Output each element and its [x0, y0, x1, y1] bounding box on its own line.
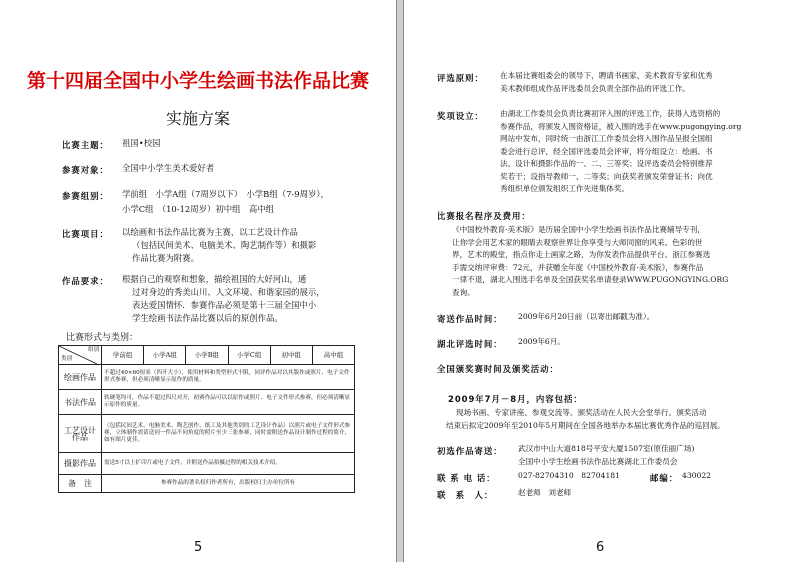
phone-value: 027-82704310 82704181	[518, 471, 620, 480]
book-gutter	[396, 0, 404, 562]
text-line: 武汉市中山大道818号平安大厦1507室(原佳丽广场)	[518, 444, 695, 453]
group-value: 学前组 小学A组（7周岁以下） 小学B组（7-9周岁），	[122, 189, 329, 199]
address-text	[518, 443, 694, 468]
page-number-right: 6	[596, 540, 605, 555]
phone-label: 联 系 电 话：	[437, 473, 496, 483]
text-line: 美术教师组成作品评选委员会负责全部作品的评选工作。	[500, 83, 690, 93]
text-line: 在本届比赛组委会的领导下，聘请书画家、美术教育专家和优秀	[500, 71, 713, 80]
text-line: 全国中小学生绘画书法作品比赛湖北工作委员会	[518, 456, 678, 466]
text-line: 查询。	[452, 287, 475, 297]
page-number-left: 5	[194, 540, 203, 555]
fee-text	[452, 224, 772, 299]
text-line: 奖若干；设指导教师一、二等奖；向获奖者颁发荣誉证书；向优	[500, 171, 713, 181]
group-header-cell: 高中组	[323, 350, 344, 359]
corner-top-label: 组别	[87, 347, 99, 353]
project-value-line2: （包括民间美术、电脑美术、陶艺制作等）和摄影	[132, 240, 317, 250]
project-value-line3: 作品比赛为附赛。	[132, 253, 199, 263]
requirement-value-line3: 表达爱国情怀．参赛作品必须是第十三届全国中小	[132, 300, 317, 310]
table-row-key: 书法作品	[59, 390, 102, 415]
evaluation-principle-text	[500, 70, 790, 95]
event-text	[446, 407, 776, 432]
table-header-row	[59, 346, 355, 365]
table-row-value: 不超过40×60厘米（四开大小），使用材料和类型形式不限，同评作品对以其版作或照片、电子文件形式参赛，但必须清晰显示原作的质量。	[102, 365, 355, 390]
text-line: 由湖北工作委员会负责比赛初评入围的评选工作，获得入选资格的	[500, 109, 721, 118]
table-row-key: 绘画作品	[59, 365, 102, 390]
text-line: 界，艺术的殿堂，指点你走上画家之路，为你发表作品提供平台。浙江参赛选	[452, 250, 711, 259]
theme-value: 祖国•校园	[122, 138, 161, 148]
table-corner-cell	[59, 346, 102, 365]
deadline-value: 2009年6月20日前（以寄出邮戳为准）。	[518, 312, 655, 321]
hubei-eval-value: 2009年6月。	[518, 337, 565, 346]
group-label: 参赛组别：	[62, 191, 109, 201]
contact-value: 赵老师 刘老师	[518, 488, 572, 497]
text-line: 法、设计和摄影作品的一、二、三等奖；设评选委员会特别推荐	[500, 159, 713, 168]
table-row-value: 参赛作品的著名权归作者所有，出版权归主办单位所有	[102, 475, 355, 493]
zip-value: 430022	[682, 471, 711, 480]
requirement-value-line4: 学生绘画书法作品比赛以后的原创作品。	[132, 313, 283, 323]
table-row	[59, 475, 355, 493]
evaluation-principle-label: 评选原则：	[437, 73, 484, 83]
table-row	[59, 415, 355, 453]
groups-header	[102, 346, 355, 365]
text-line: 手需交纳评审费：72元，并获赠全年度《中国校外教育·美术版》，参赛作品	[452, 262, 704, 272]
text-line: 网站中发布，同时统一由浙江工作委员会将入围作品呈报全国组	[500, 134, 713, 143]
text-line: 现场书画、专家讲座、参观交流等。颁奖活动在人民大会堂举行。颁奖活动	[456, 408, 707, 417]
group-header-cell: 小学A组	[144, 346, 186, 364]
table-row-value: 软硬笔均可，作品不超过四尺对开，初赛作品可以以原作或照片、电子文件形式参赛，但必须清晰显示原作的质量。	[102, 390, 355, 415]
group-header-cell: 小学B组	[186, 346, 228, 364]
awards-label: 奖项设立：	[437, 111, 484, 121]
left-page	[0, 0, 396, 562]
zip-label: 邮编：	[650, 473, 679, 483]
requirement-value-line2: 过对身边的秀美山川、人文环境、和谐家园的展示，	[132, 287, 325, 297]
awards-text	[500, 108, 790, 196]
group-header-cell: 小学C组	[229, 346, 271, 364]
text-line: 一律不退，湖北入围选手名单及全国获奖名单请登录WWW.PUGONGYING.ORG	[452, 275, 729, 284]
project-value: 以绘画和书法作品比赛为主赛，以工艺设计作品	[122, 227, 298, 237]
text-line: 参赛作品，将颁发入围资格证，被入围的选手在www.pugongying.org	[500, 121, 742, 131]
table-row-key: 工艺设计作品	[59, 415, 102, 453]
text-line: 《中国校外教育·美术版》是历届全国中小学生绘画书法作品比赛辅导专刊，	[452, 225, 706, 234]
project-label: 比赛项目：	[62, 229, 109, 239]
table-row-key: 备 注	[59, 475, 102, 493]
text-line: 秀组织单位颁发组织工作先进集体奖。	[500, 184, 630, 193]
fee-heading: 比赛报名程序及费用：	[437, 211, 531, 221]
group-header-cell: 学前组	[102, 346, 144, 364]
text-line: 让你学会用艺术家的眼睛去观察世界让你享受与大师同窗的风采。色彩的世	[452, 237, 703, 247]
table-row-value: （包括民间艺术、电脑美术、陶艺创作、纸工及其他类别的工艺设计作品）以照片或电子文件形式参赛，立体制作需请送同一件品不同角度的照片至少三张参赛，同时需附送作品设计制作过程的简介，如有图片更佳。	[102, 415, 355, 453]
target-label: 参赛对象：	[62, 165, 109, 175]
requirement-value: 根据自己的观察和想象，描绘祖国的大好河山，通	[122, 274, 307, 284]
address-label: 初选作品寄送：	[437, 446, 503, 456]
table-row	[59, 365, 355, 390]
group-header-cell: 初中组	[271, 346, 313, 364]
text-line: 结束后拟定2009年至2010年5月期间在全国各地举办本届比赛优秀作品的巡回展。	[446, 420, 725, 430]
contact-label: 联 系 人：	[437, 490, 494, 500]
plan-subtitle: 实施方案	[165, 109, 230, 128]
text-line: 委会进行总评，经全国评选委员会评审，将分组设立：绘画、书	[500, 146, 713, 156]
group-value-line2: 小学C组 （10-12周岁）初中组 高中组	[122, 204, 274, 214]
event-date-line: 2009年7月－8月，内容包括：	[448, 394, 583, 404]
table-row-value: 需送5寸以上扩印片或电子文件，并附送作品拍摄过程的相关技术介绍。	[102, 453, 355, 475]
table-row-key: 摄影作品	[59, 453, 102, 475]
requirement-label: 作品要求：	[62, 276, 109, 286]
theme-label: 比赛主题：	[62, 140, 109, 150]
hubei-eval-label: 湖北评选时间：	[437, 339, 503, 349]
table-row	[59, 390, 355, 415]
table-caption: 比赛形式与类别：	[66, 333, 139, 343]
table-row	[59, 453, 355, 475]
corner-bottom-label: 类别	[61, 356, 73, 362]
event-heading: 全国颁奖赛时间及颁奖活动：	[437, 364, 559, 374]
deadline-label: 寄送作品时间：	[437, 314, 503, 324]
competition-title: 第十四届全国中小学生绘画书法作品比赛	[26, 70, 369, 92]
target-value: 全国中小学生美术爱好者	[122, 163, 215, 173]
competition-table	[58, 345, 355, 493]
